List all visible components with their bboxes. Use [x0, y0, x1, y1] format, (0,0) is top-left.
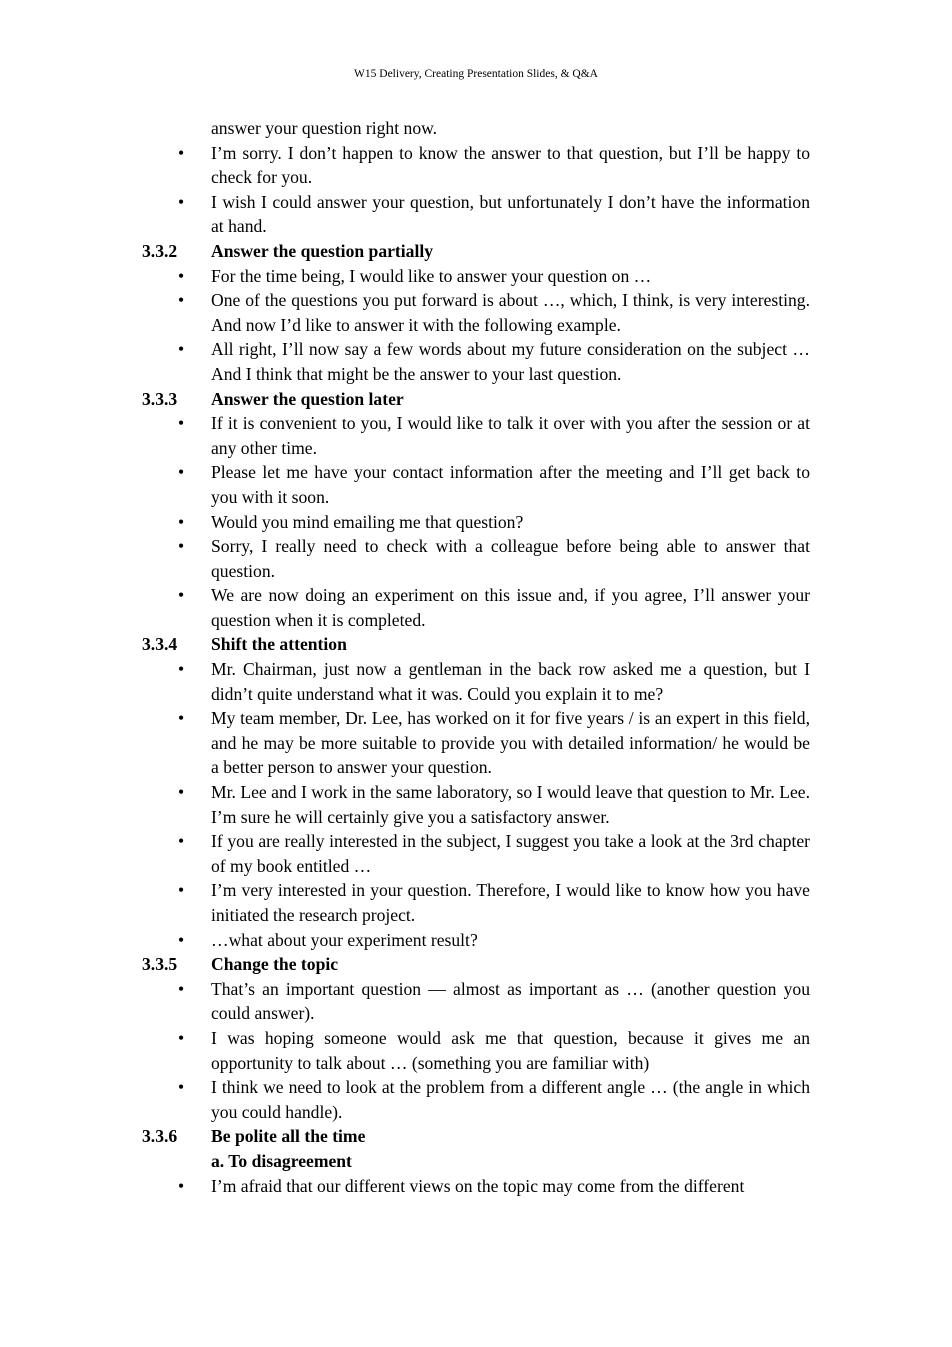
- bullet-item: [142, 928, 810, 953]
- bullet-item: [142, 264, 810, 289]
- section-heading: [142, 387, 810, 412]
- bullet-text: If it is convenient to you, I would like to talk it over with you after the session or at any other time.: [211, 413, 810, 458]
- document-body: [142, 116, 810, 1198]
- running-header: W15 Delivery, Creating Presentation Slides, & Q&A: [354, 68, 598, 80]
- bullet-item: [142, 460, 810, 509]
- bullet-glyph: •: [178, 585, 185, 606]
- bullet-item: [142, 411, 810, 460]
- bullet-item: [142, 510, 810, 535]
- bullet-text: I think we need to look at the problem from a different angle … (the angle in which you could handle).: [211, 1077, 810, 1122]
- section-heading: [142, 1124, 810, 1149]
- bullet-glyph: •: [178, 265, 185, 286]
- section-heading: [142, 952, 810, 977]
- bullet-text: Would you mind emailing me that question?: [211, 511, 524, 532]
- continued-line: answer your question right now.: [211, 118, 438, 138]
- bullet-glyph: •: [178, 1027, 185, 1048]
- bullet-text: I’m sorry. I don’t happen to know the answer to that question, but I’ll be happy to check for you.: [211, 142, 810, 188]
- bullet-glyph: •: [178, 339, 185, 360]
- bullet-text: Sorry, I really need to check with a colleague before being able to answer that question.: [211, 536, 810, 581]
- bullet-glyph: •: [178, 1175, 185, 1196]
- section-title: Shift the attention: [211, 634, 347, 655]
- bullet-item: [142, 1174, 810, 1199]
- bullet-text: I’m very interested in your question. Therefore, I would like to know how you have initiated the research project.: [211, 880, 810, 925]
- bullet-text: For the time being, I would like to answer your question on …: [211, 265, 652, 286]
- bullet-item: [142, 706, 810, 780]
- bullet-item: [142, 141, 810, 190]
- bullet-glyph: •: [178, 1077, 185, 1098]
- section-heading: [142, 632, 810, 657]
- bullet-item: [142, 657, 810, 706]
- bullet-glyph: •: [178, 978, 185, 999]
- bullet-text: My team member, Dr. Lee, has worked on it for five years / is an expert in this field, and he may be more suitable to provide you with detailed information/ he would be a better person to answer your question.: [211, 708, 810, 778]
- bullet-glyph: •: [178, 831, 185, 852]
- bullet-glyph: •: [178, 413, 185, 434]
- bullet-glyph: •: [178, 659, 185, 680]
- bullet-glyph: •: [178, 290, 185, 311]
- section-number: 3.3.2: [142, 240, 178, 261]
- bullet-text: That’s an important question — almost as important as … (another question you could answer).: [211, 978, 810, 1024]
- bullet-item: [142, 1026, 810, 1075]
- bullet-text: …what about your experiment result?: [211, 929, 478, 950]
- section-title: Answer the question later: [211, 388, 404, 409]
- bullet-glyph: •: [178, 511, 185, 532]
- bullet-glyph: •: [178, 880, 185, 901]
- bullet-item: [142, 977, 810, 1026]
- bullet-item: [142, 583, 810, 632]
- bullet-glyph: •: [178, 782, 185, 803]
- bullet-text: One of the questions you put forward is about …, which, I think, is very interesting. And now I’d like to answer it with the following example.: [211, 290, 810, 335]
- bullet-text: All right, I’ll now say a few words about my future consideration on the subject … And I think that might be the answer to your last question.: [211, 339, 810, 384]
- subheading: a. To disagreement: [211, 1150, 352, 1171]
- bullet-text: If you are really interested in the subject, I suggest you take a look at the 3rd chapter of my book entitled …: [211, 831, 810, 876]
- section-number: 3.3.5: [142, 954, 178, 975]
- bullet-item: [142, 780, 810, 829]
- bullet-text: I’m afraid that our different views on the topic may come from the different: [211, 1175, 745, 1196]
- section-heading: [142, 239, 810, 264]
- bullet-glyph: •: [178, 536, 185, 557]
- bullet-text: I was hoping someone would ask me that question, because it gives me an opportunity to talk about … (something you are familiar with): [211, 1027, 810, 1073]
- bullet-item: [142, 190, 810, 239]
- bullet-item: [142, 288, 810, 337]
- bullet-item: [142, 829, 810, 878]
- section-number: 3.3.4: [142, 634, 178, 655]
- bullet-text: Please let me have your contact information after the meeting and I’ll get back to you with it soon.: [211, 462, 810, 507]
- bullet-glyph: •: [178, 462, 185, 483]
- bullet-glyph: •: [178, 708, 185, 729]
- bullet-text: I wish I could answer your question, but unfortunately I don’t have the information at hand.: [211, 191, 810, 237]
- bullet-glyph: •: [178, 142, 185, 163]
- bullet-item: [142, 878, 810, 927]
- section-title: Be polite all the time: [211, 1126, 366, 1147]
- bullet-text: We are now doing an experiment on this issue and, if you agree, I’ll answer your question when it is completed.: [211, 585, 810, 630]
- bullet-item: [142, 337, 810, 386]
- section-number: 3.3.3: [142, 388, 178, 409]
- bullet-item: [142, 1075, 810, 1124]
- bullet-glyph: •: [178, 191, 185, 212]
- bullet-text: Mr. Chairman, just now a gentleman in the back row asked me a question, but I didn’t quite understand what it was. Could you explain it to me?: [211, 659, 810, 704]
- section-title: Change the topic: [211, 954, 339, 975]
- section-title: Answer the question partially: [211, 240, 434, 261]
- bullet-text: Mr. Lee and I work in the same laboratory, so I would leave that question to Mr. Lee. I’m sure he will certainly give you a satisfactory answer.: [211, 782, 810, 827]
- bullet-glyph: •: [178, 929, 185, 950]
- section-number: 3.3.6: [142, 1126, 178, 1147]
- bullet-item: [142, 534, 810, 583]
